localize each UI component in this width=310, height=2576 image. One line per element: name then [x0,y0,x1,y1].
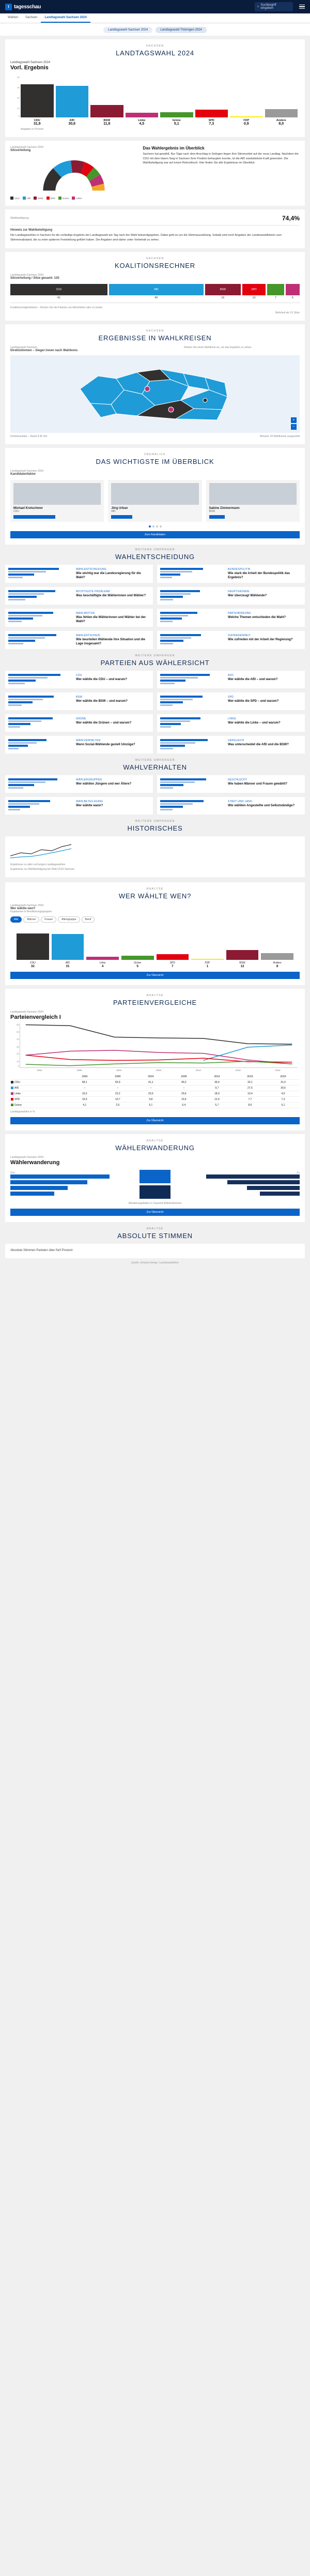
mini-chart [8,778,73,790]
candidate-name: Jörg Urban [111,507,128,510]
sec1-grid [5,565,305,649]
list-item[interactable]: WAHLMOTIVE Was fehlen die Wählerinnen und Wähler bei der Wahl? [5,609,153,627]
coal-block-cdu[interactable]: CDU [10,284,107,295]
candidate-list [10,480,300,522]
table-row: Linke 16,5 22,2 23,6 20,6 18,9 10,4 4,5 [10,1091,300,1097]
sec3-kicker: WEITERE UMFRAGEN [135,759,175,762]
list-item[interactable]: VERGLEICH Was unterscheidet die AfD und die BSW? [157,736,305,754]
overview-left-sub: Sitzverteilung [10,149,31,152]
migration-kicker: ANALYSE [146,1139,164,1143]
carousel-dots[interactable] [10,525,300,528]
mini-chart [8,696,73,707]
top-bar [0,0,310,13]
result-title: LANDTAGSWAHL 2024 [116,49,194,57]
breadcrumb-item-sachsen[interactable]: Sachsen [25,16,38,19]
comparison-table [10,1074,300,1108]
comparison-cta-button[interactable]: Zur Übersicht [10,1117,300,1124]
flow-bar [10,1180,87,1184]
map-footer: Direktmandate – Stand 9:40 Uhr [10,435,48,439]
coalition-title: KOALITIONSRECHNER [115,262,195,270]
list-item[interactable]: STADT UND LAND Wie wählten Angestellte und Selbstständige? [157,797,305,815]
result-y-axis: 40 30 20 10 0 [17,76,20,117]
list-item[interactable]: GESCHLECHT Wie haben Männer und Frauen gewählt? [157,775,305,793]
districts-sub2: Direktstimmen – Sieger:innen nach Wahlkreis [10,349,78,353]
overview-text: Sachsen hat gewählt. Nur Tage nach dem Anschlag in Solingen liegen Ihre Stimmzettel auf der neue Landtag. Nachdem die CDU mit dem klaren Sieg in Sachsen ihrer Position behaupten konnte, ist die AfD zweitstärkste Kraft geworden. Die Wahlbeteiligung war auf einem Rekordhoch. Hier finden Sie alle Ergebnisse im Überblick. [143,153,299,165]
map-footer2: Hinweis: 60 Wahlkreise ausgezählt [259,435,300,439]
bar-afd [56,76,89,117]
coalition-sub2: Sitzverteilung / Sitze gesamt: 120 [10,277,59,280]
footer-source: Quelle: Infratest dimap / Landeswahlleiter [131,1261,179,1265]
sec3-title: WAHLVERHALTEN [123,763,187,772]
sec2-grid [5,671,305,754]
migration-right [190,1171,300,1197]
whovoted-cta-button[interactable]: Zur Übersicht [10,972,300,979]
flow-bar [10,1186,68,1190]
list-item[interactable]: WICHTIGSTE PROBLEME Was beschäftigte die Wählerinnen und Wähler? [5,587,153,605]
candidates-sub2: Kandidatenfaktor [10,473,36,476]
migration-right-label: Zu [297,1171,300,1175]
bar-fdp [191,927,224,960]
election-pills [0,23,310,36]
overview-headline: Das Wahlergebnis im Überblick [143,146,205,150]
districts-kicker: SACHSEN [146,329,164,333]
absolute-card [5,1244,305,1258]
list-item[interactable]: AFD Wer wählte die AfD – und warum? [157,671,305,688]
bar-linke [86,927,119,960]
list-item[interactable]: WÄHLERGRUPPEN Wer wählten Jüngere und wer Ältere? [5,775,153,793]
sec2-kicker: WEITERE UMFRAGEN [135,654,175,658]
turnout-label: Wahlbeteiligung [10,217,29,220]
coalition-footnote: Koalitionsmöglichkeiten – Klicken Sie die Parteien um Mehrheiten oder zu testen [10,306,103,310]
mini-chart [160,717,225,729]
search-input[interactable]: ⌕ Suchbegriff eingeben [255,2,293,11]
donut-chart-svg [35,152,113,194]
breadcrumb-item-wahlen[interactable]: Wahlen [8,16,19,19]
result-kicker: SACHSEN [146,44,164,48]
hamburger-icon[interactable] [299,5,305,9]
list-item[interactable]: CDU Wer wählte die CDU – und warum? [5,671,153,688]
list-item[interactable]: WAHLVERHALTEN Wenn Sozial-Wählende gezielt Umzüge? [5,736,153,754]
mini-chart [160,696,225,707]
bar-spd [157,927,189,960]
coalition-kicker: SACHSEN [146,257,164,261]
candidate-card[interactable] [108,480,202,522]
candidates-card [5,448,305,545]
turnout-note-text: Die Landtagswahlen in Sachsen für die vorläufige Ergebnis der Landtagswahl am Tag nach der Wahl bekanntgegeben. Dabei geht es um die Stimmauszählung. Sobald sind noch Angaben der Landeswahlleiterin zum Stimmenabstand, die zu einer späteren Feststellung geführt haben. Die Angaben sind daher unter Vorbehalt zu sehen. [10,234,282,242]
flow-bar [260,1192,300,1196]
sec1-title: WAHLENTSCHEIDUNG [115,553,195,561]
mini-chart [8,568,73,580]
table-row: CDU 58,1 56,9 41,1 40,2 39,4 32,1 31,9 [10,1080,300,1086]
map-zoom-controls[interactable] [291,417,297,430]
table-row: AfD – – – – 9,7 27,5 30,6 [10,1086,300,1091]
table-row: Grüne 4,1 2,6 5,1 6,4 5,7 8,6 5,1 [10,1103,300,1108]
mini-chart [160,800,225,811]
hist-title: HISTORISCHES [127,824,183,833]
breadcrumb-item-ltw[interactable]: Landtagswahl Sachsen 2024 [41,13,90,23]
bar-cdu [17,927,49,960]
candidate-bar [111,515,132,519]
candidate-photo [209,483,297,505]
whovoted-labels: CDU 32 AfD 31 Linke 4 Grüne 5 SPD 7 FDP 1 BSW 12 Andere 8 [29,961,282,969]
migration-left [10,1171,120,1197]
whovoted-kicker: ANALYSE [146,887,164,891]
bar-spd [195,76,228,117]
migration-note: Wanderungsbilanz in Tausend Wählerstimmen [128,1202,182,1206]
absolute-kicker: ANALYSE [146,1227,164,1231]
mini-chart [8,739,73,750]
coal-block-afd[interactable]: AfD [109,284,204,295]
mini-chart [160,590,225,601]
table-header-row: 1994 1999 2004 2009 2014 2019 2024 [10,1074,300,1080]
chip-beruf[interactable]: Beruf [82,916,95,923]
migration-sub: Landtagswahl Sachsen 2024 [10,1156,44,1159]
bar-andere [265,76,298,117]
candidates-sub: Landtagswahl Sachsen 2024 [10,470,44,473]
result-card [5,39,305,137]
candidates-kicker: ÜBERBLICK [144,453,166,457]
page-root [0,0,310,1272]
district-map[interactable] [10,355,300,433]
mini-chart [160,778,225,790]
districts-title: ERGEBNISSE IN WAHLKREISEN [98,334,212,342]
coal-block-bsw[interactable]: BSW [205,284,241,295]
whovoted-filter-chips[interactable] [10,916,300,923]
logo-icon: t [5,4,12,10]
coalition-majority-note: Mehrheit ab: 61 Sitze [275,311,300,315]
hist-sparkline [10,841,72,859]
list-item[interactable]: GRÜNE Wer wählte die Grünen – und warum? [5,714,153,732]
bar-andere [261,927,293,960]
whovoted-sub3: Ergebnisse in Bevölkerungsgruppen [10,910,52,914]
bar-bsw [90,76,123,117]
list-item[interactable]: ZUFRIEDENHEIT Wie zufrieden mit der Arbeit der Regierung? [157,631,305,649]
mini-chart [8,717,73,729]
comparison-x-axis: 1994 1999 2004 2009 2014 2019 2024 [37,1069,281,1072]
mini-chart [160,568,225,580]
comparison-footnote: Landtagswahlen in % [10,1110,35,1114]
result-bar-chart [12,76,298,117]
table-row: SPD 16,6 10,7 9,8 10,4 12,4 7,7 7,3 [10,1097,300,1103]
whovoted-sub: Landtagswahl Sachsen 2024 [10,904,44,908]
coal-block-spd[interactable]: SPD [242,284,266,295]
candidate-bar [209,515,225,519]
migration-cta-button[interactable]: Zur Übersicht [10,1209,300,1216]
seat-donut[interactable] [10,152,137,194]
candidate-card[interactable] [206,480,300,522]
candidate-bar [13,515,55,519]
sec1-kicker: WEITERE UMFRAGEN [135,548,175,552]
map-zoom-in-button[interactable]: + [291,417,297,423]
coal-block-linke[interactable] [286,284,300,295]
mini-chart [8,634,73,646]
chip-maenner[interactable]: Männer [23,916,39,923]
flow-bar [10,1192,54,1196]
map-zoom-out-button[interactable]: − [291,424,297,430]
candidate-photo [111,483,198,505]
turnout-note-title: Hinweis zur Wahlbeteiligung [10,229,53,232]
turnout-card [5,209,305,248]
migration-center [123,1170,187,1199]
coalition-card [5,252,305,321]
mini-chart [8,590,73,601]
migration-left-label: Von [10,1171,15,1175]
flow-bar [247,1186,300,1190]
flow-bar [206,1174,300,1179]
candidates-cta-button[interactable]: Zum Kandidaten [10,531,300,538]
result-labels: CDU 31,9 AfD 30,6 BSW 11,8 Linke 4,5 Grüne 5,1 SPD 7,3 FDP 0,9 Andere 8,0 [33,119,286,126]
comparison-svg [20,1023,298,1067]
absolute-sub: Absolute Stimmen Parteien über fünf Prozent [10,1249,73,1253]
chip-alter[interactable]: Altersgruppe [58,916,80,923]
mini-chart [160,674,225,685]
candidate-name: Michael Kretschmer [13,507,43,510]
migration-title: WÄHLERWANDERUNG [115,1144,195,1152]
list-item[interactable]: BUNDESPOLITIK Wie stark die Arbeit der Bundespolitik das Ergebnis? [157,565,305,583]
comparison-line-chart [16,1023,298,1068]
whovoted-bar-chart [17,927,293,960]
bar-afd [52,927,84,960]
whovoted-sub2: Wer wählte wen? [10,907,36,911]
comparison-sub: Landtagswahl Sachsen 2024 [10,1011,44,1014]
list-item[interactable]: BSW Wer wählte die BSW – und warum? [5,692,153,710]
districts-card [5,324,305,444]
list-item[interactable]: HAUPTGRÜNDE Wer überzeugt Wählende? [157,587,305,605]
pill-sachsen[interactable]: Landtagswahl Sachsen 2024 [103,27,152,33]
sec3-grid [5,775,305,815]
flow-bar [227,1180,300,1184]
flow-bar [10,1174,110,1179]
bar-linke [126,76,159,117]
overview-card [5,141,305,206]
candidate-party: AfD [111,510,116,514]
search-icon: ⌕ [257,5,259,8]
candidate-name: Sabine Zimmermann [209,507,240,510]
bar-bsw [226,927,259,960]
brand-name: tagesschau [14,4,41,10]
flow-arrow [140,1185,171,1199]
breadcrumb [0,13,310,23]
mini-chart [160,612,225,624]
comparison-y-axis: 60 50 40 30 20 10 0 [16,1023,19,1068]
result-subtitle: Landtagswahl Sachsen 2024 [10,61,51,64]
mini-chart [160,634,225,646]
result-headline: Vorl. Ergebnis [10,65,49,71]
bar-cdu [21,76,54,117]
list-item[interactable]: SPD Wer wählte die SPD – und warum? [157,692,305,710]
candidate-party: CDU [13,510,19,514]
comparison-card [5,989,305,1131]
whovoted-card [5,882,305,985]
coalition-seat-numbers: 41 40 15 10 7 6 [57,296,293,300]
coalition-blocks[interactable] [10,284,300,295]
turnout-value: 74,4% [282,215,300,222]
list-item[interactable]: PARTEIBINDUNG Welche Themen entschieden die Wahl? [157,609,305,627]
chip-alle[interactable]: Alle [10,916,22,923]
list-item[interactable]: WAHLENTSCHEIDUNG Wie wichtig war die Landesregierung für die Wahl? [5,565,153,583]
donut-legend: CDU AfD BSW SPD Grüne Linke [10,197,137,200]
districts-sub: Landtagswahl Sachsen [10,346,37,350]
hist-note-2: Ergebnisse zur Wahlbeteiligung bei Wahl 2019 Sachsen [10,868,75,871]
list-item[interactable]: LINKE Wer wählte die Linke – und warum? [157,714,305,732]
absolute-title: ABSOLUTE STIMMEN [117,1232,193,1240]
comparison-title: PARTEIENVERGLEICHE [113,999,197,1007]
candidates-title: DAS WICHTIGSTE IM ÜBERBLICK [96,458,214,466]
coalition-sub1: Landtagswahl Sachsen 2024 [10,274,44,277]
flow-arrow [140,1170,171,1183]
overview-left-label: Landtagswahl Sachsen 2024 [10,146,44,149]
map-svg[interactable] [70,358,240,430]
mini-chart [8,674,73,685]
bar-fdp [230,76,263,117]
pill-thueringen[interactable]: Landtagswahl Thüringen 2024 [156,27,207,33]
migration-card [5,1134,305,1222]
migration-sub2: Wählerwanderung [10,1159,60,1166]
candidate-photo [13,483,101,505]
brand-logo[interactable] [5,4,41,10]
hist-kicker: WEITERE UMFRAGEN [135,820,175,823]
sec2-title: PARTEIEN AUS WÄHLERSICHT [100,659,210,667]
districts-hint: Klicken Sie einen Wahlkreis an, um das Ergebnis zu sehen [184,346,252,350]
result-footnote: Angaben in Prozent [21,128,43,131]
list-item[interactable]: WAHLENTSCHEID Wie beurteilen Wählende ihre Situation und die Lage insgesamt? [5,631,153,649]
migration-diagram[interactable] [10,1170,300,1199]
coal-block-gruene[interactable] [267,284,284,295]
comparison-sub2: Parteienvergleich I [10,1014,61,1021]
mini-chart [8,612,73,624]
chip-frauen[interactable]: Frauen [41,916,56,923]
bar-gruene [160,76,193,117]
bar-gruene [121,927,154,960]
mini-chart [160,739,225,750]
mini-chart [8,800,73,811]
hist-note-1: Ergebnisse zu allen vorherigen Landtagswahlen [10,863,66,867]
comparison-kicker: ANALYSE [146,994,164,998]
whovoted-title: WER WÄHLTE WEN? [118,892,192,900]
candidate-card[interactable] [10,480,104,522]
candidate-party: BSW [209,510,215,514]
hist-card[interactable] [5,836,305,877]
list-item[interactable]: WAHLBETEILIGUNG Wer wählte wann? [5,797,153,815]
